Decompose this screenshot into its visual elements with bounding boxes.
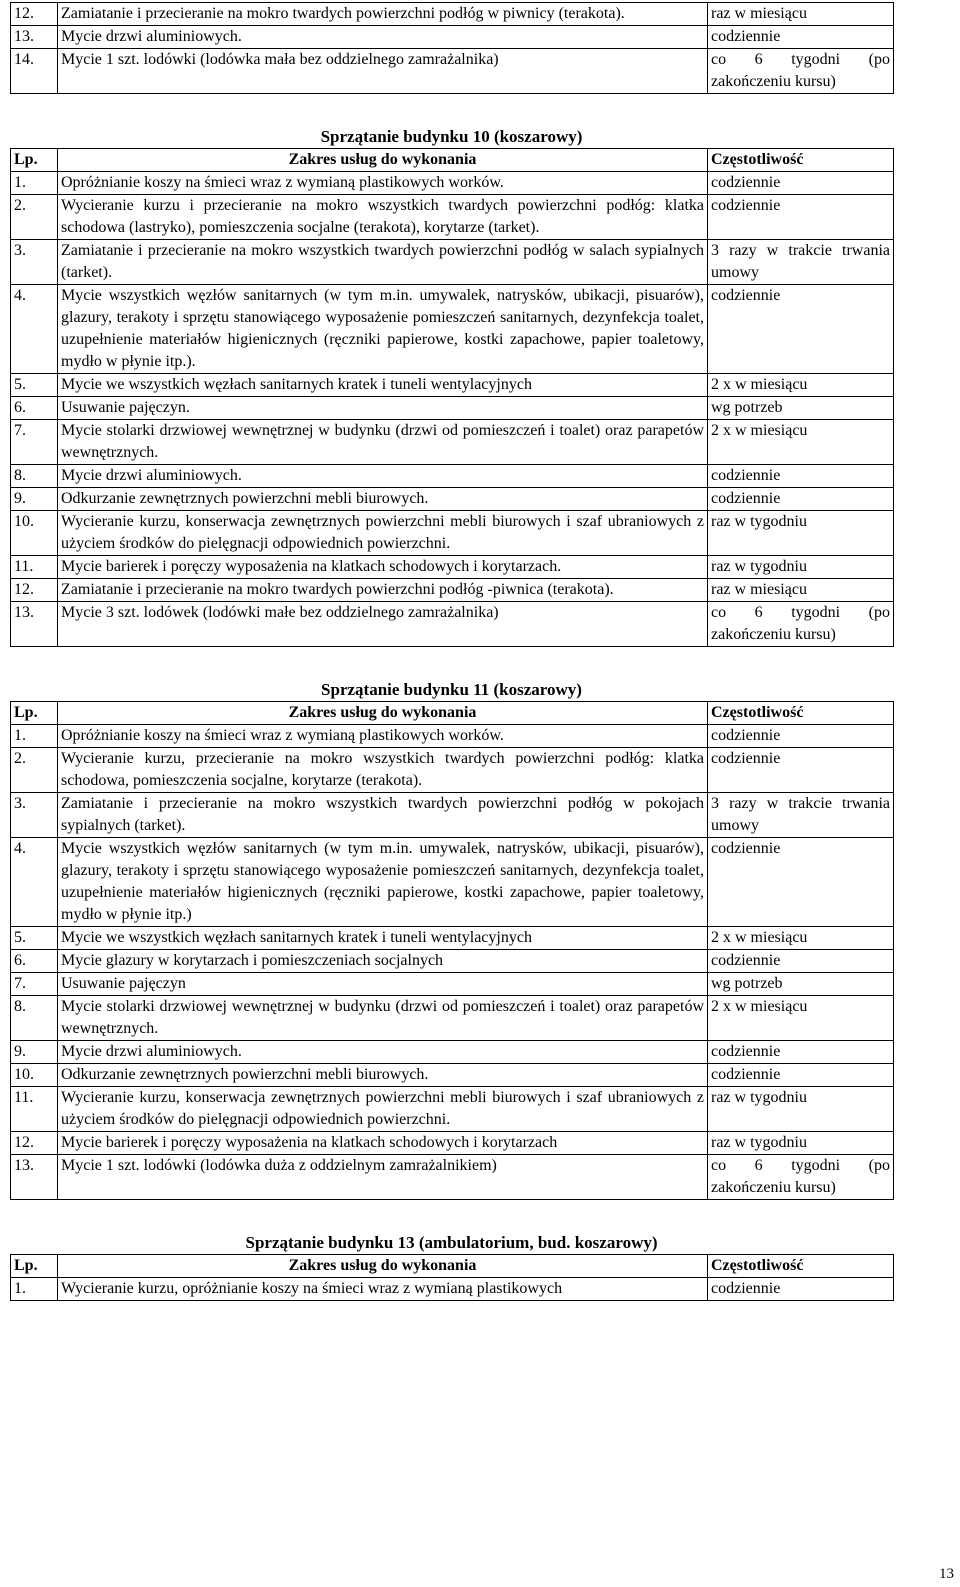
table-row xyxy=(11,195,894,240)
row-lp: 12. xyxy=(11,579,58,602)
header-desc: Zakres usług do wykonania xyxy=(58,702,708,725)
row-lp: 10. xyxy=(11,511,58,556)
row-frequency: raz w tygodniu xyxy=(708,1132,894,1155)
top-table-body xyxy=(11,3,894,94)
row-lp: 14. xyxy=(11,49,58,94)
table-row xyxy=(11,49,894,94)
row-description: Mycie barierek i poręczy wyposażenia na klatkach schodowych i korytarzach. xyxy=(58,556,708,579)
row-lp: 11. xyxy=(11,556,58,579)
row-description: Opróżnianie koszy na śmieci wraz z wymianą plastikowych worków. xyxy=(58,172,708,195)
table-row xyxy=(11,3,894,26)
row-lp: 13. xyxy=(11,26,58,49)
table-row xyxy=(11,1064,894,1087)
row-lp: 1. xyxy=(11,1278,58,1301)
table-row xyxy=(11,465,894,488)
header-freq: Częstotliwość xyxy=(708,149,894,172)
row-description: Opróżnianie koszy na śmieci wraz z wymianą plastikowych worków. xyxy=(58,725,708,748)
section-title: Sprzątanie budynku 13 (ambulatorium, bud. koszarowy) xyxy=(245,1233,658,1252)
row-frequency: codziennie xyxy=(708,1064,894,1087)
row-lp: 8. xyxy=(11,996,58,1041)
row-lp: 12. xyxy=(11,3,58,26)
table-row xyxy=(11,1278,894,1301)
row-lp: 10. xyxy=(11,1064,58,1087)
row-description: Mycie barierek i poręczy wyposażenia na klatkach schodowych i korytarzach xyxy=(58,1132,708,1155)
page-number: 13 xyxy=(939,1566,954,1582)
table-row xyxy=(11,996,894,1041)
row-lp: 7. xyxy=(11,973,58,996)
table-row xyxy=(11,1155,894,1200)
table-header-row xyxy=(11,702,894,725)
table-row xyxy=(11,240,894,285)
row-description: Zamiatanie i przecieranie na mokro wszystkich twardych powierzchni podłóg w salach sypialnych (tarket). xyxy=(58,240,708,285)
row-description: Mycie drzwi aluminiowych. xyxy=(58,465,708,488)
header-desc: Zakres usług do wykonania xyxy=(58,149,708,172)
row-lp: 1. xyxy=(11,172,58,195)
table-header-row xyxy=(11,1255,894,1278)
section-table-body xyxy=(11,172,894,647)
table-row xyxy=(11,374,894,397)
row-description: Zamiatanie i przecieranie na mokro wszystkich twardych powierzchni podłóg w pokojach sypialnych (tarket). xyxy=(58,793,708,838)
row-frequency: codziennie xyxy=(708,725,894,748)
row-frequency: co 6 tygodni (po zakończeniu kursu) xyxy=(708,602,894,647)
table-row xyxy=(11,748,894,793)
row-frequency: raz w miesiącu xyxy=(708,579,894,602)
table-row xyxy=(11,172,894,195)
section-building-10 xyxy=(10,126,893,647)
row-description: Mycie 1 szt. lodówki (lodówka duża z oddzielnym zamrażalnikiem) xyxy=(58,1155,708,1200)
row-frequency: 3 razy w trakcie trwania umowy xyxy=(708,240,894,285)
top-table xyxy=(10,2,894,94)
row-frequency: wg potrzeb xyxy=(708,973,894,996)
header-freq: Częstotliwość xyxy=(708,702,894,725)
row-frequency: codziennie xyxy=(708,488,894,511)
row-description: Mycie drzwi aluminiowych. xyxy=(58,26,708,49)
table-row xyxy=(11,285,894,374)
row-lp: 7. xyxy=(11,420,58,465)
table-header-row xyxy=(11,149,894,172)
row-frequency: codziennie xyxy=(708,172,894,195)
row-description: Usuwanie pajęczyn. xyxy=(58,397,708,420)
section-table xyxy=(10,148,894,647)
row-frequency: 3 razy w trakcie trwania umowy xyxy=(708,793,894,838)
section-title: Sprzątanie budynku 10 (koszarowy) xyxy=(320,127,583,146)
row-frequency: raz w miesiącu xyxy=(708,3,894,26)
table-row xyxy=(11,556,894,579)
section-table-body xyxy=(11,725,894,1200)
row-frequency: 2 x w miesiącu xyxy=(708,374,894,397)
row-lp: 2. xyxy=(11,748,58,793)
row-description: Mycie wszystkich węzłów sanitarnych (w tym m.in. umywalek, natrysków, ubikacji, pisuarów), glazury, terakoty i sprzętu stanowiącego wyposażenie pomieszczeń sanitarnych, dezynfekcja toalet, uzupełnienie materiałów higienicznych (ręczniki papierowe, kostki zapachowe, papier toaletowy, mydło w płynie itp.) xyxy=(58,838,708,927)
row-frequency: codziennie xyxy=(708,748,894,793)
row-frequency: codziennie xyxy=(708,1041,894,1064)
row-frequency: codziennie xyxy=(708,26,894,49)
row-lp: 4. xyxy=(11,285,58,374)
table-row xyxy=(11,1087,894,1132)
section-building-11 xyxy=(10,679,893,1200)
row-description: Mycie stolarki drzwiowej wewnętrznej w budynku (drzwi od pomieszczeń i toalet) oraz parapetów wewnętrznych. xyxy=(58,420,708,465)
table-row xyxy=(11,725,894,748)
row-frequency: codziennie xyxy=(708,950,894,973)
table-row xyxy=(11,397,894,420)
row-description: Mycie 3 szt. lodówek (lodówki małe bez oddzielnego zamrażalnika) xyxy=(58,602,708,647)
table-row xyxy=(11,838,894,927)
row-lp: 1. xyxy=(11,725,58,748)
row-lp: 2. xyxy=(11,195,58,240)
table-row xyxy=(11,973,894,996)
row-description: Odkurzanie zewnętrznych powierzchni mebli biurowych. xyxy=(58,488,708,511)
table-row xyxy=(11,579,894,602)
row-description: Wycieranie kurzu, opróżnianie koszy na śmieci wraz z wymianą plastikowych xyxy=(58,1278,708,1301)
row-frequency: codziennie xyxy=(708,465,894,488)
row-frequency: codziennie xyxy=(708,285,894,374)
table-row xyxy=(11,1041,894,1064)
section-table xyxy=(10,1254,894,1301)
row-frequency: wg potrzeb xyxy=(708,397,894,420)
section-building-13 xyxy=(10,1232,893,1301)
row-frequency: codziennie xyxy=(708,1278,894,1301)
table-row xyxy=(11,488,894,511)
table-row xyxy=(11,511,894,556)
row-frequency: raz w tygodniu xyxy=(708,511,894,556)
header-lp: Lp. xyxy=(11,149,58,172)
section-table xyxy=(10,701,894,1200)
table-row xyxy=(11,1132,894,1155)
row-lp: 11. xyxy=(11,1087,58,1132)
row-description: Mycie 1 szt. lodówki (lodówka mała bez oddzielnego zamrażalnika) xyxy=(58,49,708,94)
row-lp: 4. xyxy=(11,838,58,927)
row-lp: 9. xyxy=(11,1041,58,1064)
row-frequency: 2 x w miesiącu xyxy=(708,420,894,465)
row-description: Zamiatanie i przecieranie na mokro twardych powierzchni podłóg -piwnica (terakota). xyxy=(58,579,708,602)
row-description: Wycieranie kurzu, przecieranie na mokro wszystkich twardych powierzchni podłóg: klatka schodowa, pomieszczenia socjalne, korytarze (terakota). xyxy=(58,748,708,793)
row-lp: 9. xyxy=(11,488,58,511)
row-lp: 13. xyxy=(11,602,58,647)
row-frequency: codziennie xyxy=(708,195,894,240)
row-description: Wycieranie kurzu i przecieranie na mokro wszystkich twardych powierzchni podłóg: klatka schodowa (lastryko), pomieszczenia socjalne (terakota), korytarze (tarket). xyxy=(58,195,708,240)
row-frequency: raz w tygodniu xyxy=(708,556,894,579)
table-row xyxy=(11,420,894,465)
row-lp: 12. xyxy=(11,1132,58,1155)
row-frequency: 2 x w miesiącu xyxy=(708,996,894,1041)
row-description: Mycie we wszystkich węzłach sanitarnych kratek i tuneli wentylacyjnych xyxy=(58,374,708,397)
row-lp: 6. xyxy=(11,950,58,973)
table-row xyxy=(11,950,894,973)
table-row xyxy=(11,26,894,49)
document-page xyxy=(10,2,893,1301)
section-title: Sprzątanie budynku 11 (koszarowy) xyxy=(321,680,582,699)
header-lp: Lp. xyxy=(11,702,58,725)
row-description: Wycieranie kurzu, konserwacja zewnętrznych powierzchni mebli biurowych i szaf ubraniowych z użyciem środków do pielęgnacji odpowiednich powierzchni. xyxy=(58,511,708,556)
row-description: Mycie stolarki drzwiowej wewnętrznej w budynku (drzwi od pomieszczeń i toalet) oraz parapetów wewnętrznych. xyxy=(58,996,708,1041)
header-desc: Zakres usług do wykonania xyxy=(58,1255,708,1278)
row-description: Usuwanie pajęczyn xyxy=(58,973,708,996)
row-lp: 3. xyxy=(11,793,58,838)
section-table-body xyxy=(11,1278,894,1301)
row-frequency: raz w tygodniu xyxy=(708,1087,894,1132)
row-description: Odkurzanie zewnętrznych powierzchni mebli biurowych. xyxy=(58,1064,708,1087)
row-description: Mycie drzwi aluminiowych. xyxy=(58,1041,708,1064)
row-description: Mycie wszystkich węzłów sanitarnych (w tym m.in. umywalek, natrysków, ubikacji, pisuarów), glazury, terakoty i sprzętu stanowiącego wyposażenie pomieszczeń sanitarnych, dezynfekcja toalet, uzupełnienie materiałów higienicznych (ręczniki papierowe, kostki zapachowe, papier toaletowy, mydło w płynie itp.). xyxy=(58,285,708,374)
row-description: Mycie we wszystkich węzłach sanitarnych kratek i tuneli wentylacyjnych xyxy=(58,927,708,950)
row-frequency: codziennie xyxy=(708,838,894,927)
table-row xyxy=(11,927,894,950)
row-lp: 3. xyxy=(11,240,58,285)
row-lp: 5. xyxy=(11,927,58,950)
row-frequency: co 6 tygodni (po zakończeniu kursu) xyxy=(708,49,894,94)
row-description: Zamiatanie i przecieranie na mokro twardych powierzchni podłóg w piwnicy (terakota). xyxy=(58,3,708,26)
row-lp: 5. xyxy=(11,374,58,397)
row-frequency: 2 x w miesiącu xyxy=(708,927,894,950)
row-lp: 13. xyxy=(11,1155,58,1200)
table-row xyxy=(11,793,894,838)
row-lp: 8. xyxy=(11,465,58,488)
header-freq: Częstotliwość xyxy=(708,1255,894,1278)
row-description: Mycie glazury w korytarzach i pomieszczeniach socjalnych xyxy=(58,950,708,973)
row-lp: 6. xyxy=(11,397,58,420)
row-description: Wycieranie kurzu, konserwacja zewnętrznych powierzchni mebli biurowych i szaf ubraniowych z użyciem środków do pielęgnacji odpowiednich powierzchni. xyxy=(58,1087,708,1132)
table-row xyxy=(11,602,894,647)
header-lp: Lp. xyxy=(11,1255,58,1278)
row-frequency: co 6 tygodni (po zakończeniu kursu) xyxy=(708,1155,894,1200)
